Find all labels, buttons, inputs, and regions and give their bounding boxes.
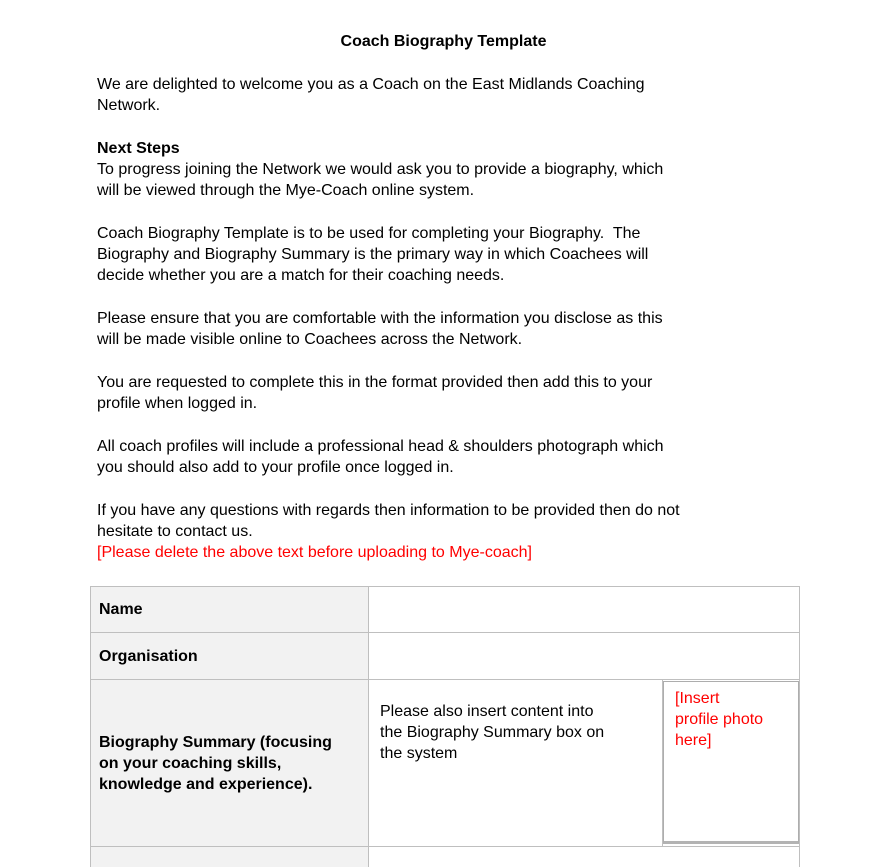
- table-row-partial: [91, 847, 799, 867]
- partial-row-label-cell: [91, 847, 369, 867]
- biography-form-table: [90, 586, 800, 867]
- text-line: Please ensure that you are comfortable with the information you disclose as this: [97, 310, 663, 327]
- name-label: Name: [99, 601, 143, 618]
- text-line: on your coaching skills,: [99, 754, 282, 772]
- delete-before-upload-note: [Please delete the above text before uploading to Mye-coach]: [97, 544, 532, 561]
- text-line: will be viewed through the Mye-Coach online system.: [97, 182, 475, 199]
- table-row-biography-summary: [91, 680, 799, 847]
- text-line: To progress joining the Network we would ask you to provide a biography, which: [97, 161, 664, 178]
- name-value-cell[interactable]: [369, 587, 799, 632]
- table-row-name: [91, 587, 799, 633]
- template-usage-paragraph: [97, 223, 790, 286]
- text-line: We are delighted to welcome you as a Coach on the East Midlands Coaching: [97, 76, 645, 93]
- text-line: If you have any questions with regards then information to be provided then do not: [97, 502, 680, 519]
- text-line: Please also insert content into: [380, 703, 594, 720]
- profile-photo-cell: [663, 680, 799, 846]
- name-label-cell: [91, 587, 369, 632]
- disclosure-paragraph: [97, 308, 790, 350]
- organisation-label-cell: [91, 633, 369, 679]
- text-line: Network.: [97, 97, 161, 114]
- partial-row-value-cell[interactable]: [369, 847, 799, 867]
- text-line: knowledge and experience).: [99, 775, 313, 793]
- text-line: hesitate to contact us.: [97, 523, 253, 540]
- table-row-organisation: [91, 633, 799, 680]
- text-line: the Biography Summary box on: [380, 724, 605, 741]
- request-paragraph: [97, 372, 790, 414]
- text-line: decide whether you are a match for their coaching needs.: [97, 267, 505, 284]
- text-line: profile photo: [675, 711, 764, 728]
- text-line: [Insert: [675, 690, 720, 707]
- next-steps-heading: Next Steps: [97, 140, 180, 157]
- photo-note-paragraph: [97, 436, 790, 478]
- text-line: the system: [380, 745, 458, 762]
- text-line: All coach profiles will include a professional head & shoulders photograph which: [97, 438, 664, 455]
- next-steps-paragraph: [97, 138, 790, 201]
- text-line: Coach Biography Template is to be used for completing your Biography. The: [97, 225, 641, 242]
- text-line: You are requested to complete this in the format provided then add this to your: [97, 374, 653, 391]
- biography-summary-content-cell[interactable]: [369, 680, 663, 846]
- text-line: Biography and Biography Summary is the primary way in which Coachees will: [97, 246, 649, 263]
- text-line: will be made visible online to Coachees across the Network.: [97, 331, 523, 348]
- organisation-label: Organisation: [99, 647, 198, 665]
- organisation-value-cell[interactable]: [369, 633, 799, 679]
- text-line: profile when logged in.: [97, 395, 258, 412]
- intro-paragraph: [97, 74, 790, 116]
- biography-summary-label-cell: [91, 680, 369, 846]
- text-line: here]: [675, 732, 712, 749]
- text-line: you should also add to your profile once logged in.: [97, 459, 454, 476]
- profile-photo-placeholder[interactable]: [663, 681, 799, 844]
- questions-paragraph: [97, 500, 790, 542]
- text-line: Biography Summary (focusing: [99, 733, 332, 751]
- document-title: Coach Biography Template: [340, 33, 547, 50]
